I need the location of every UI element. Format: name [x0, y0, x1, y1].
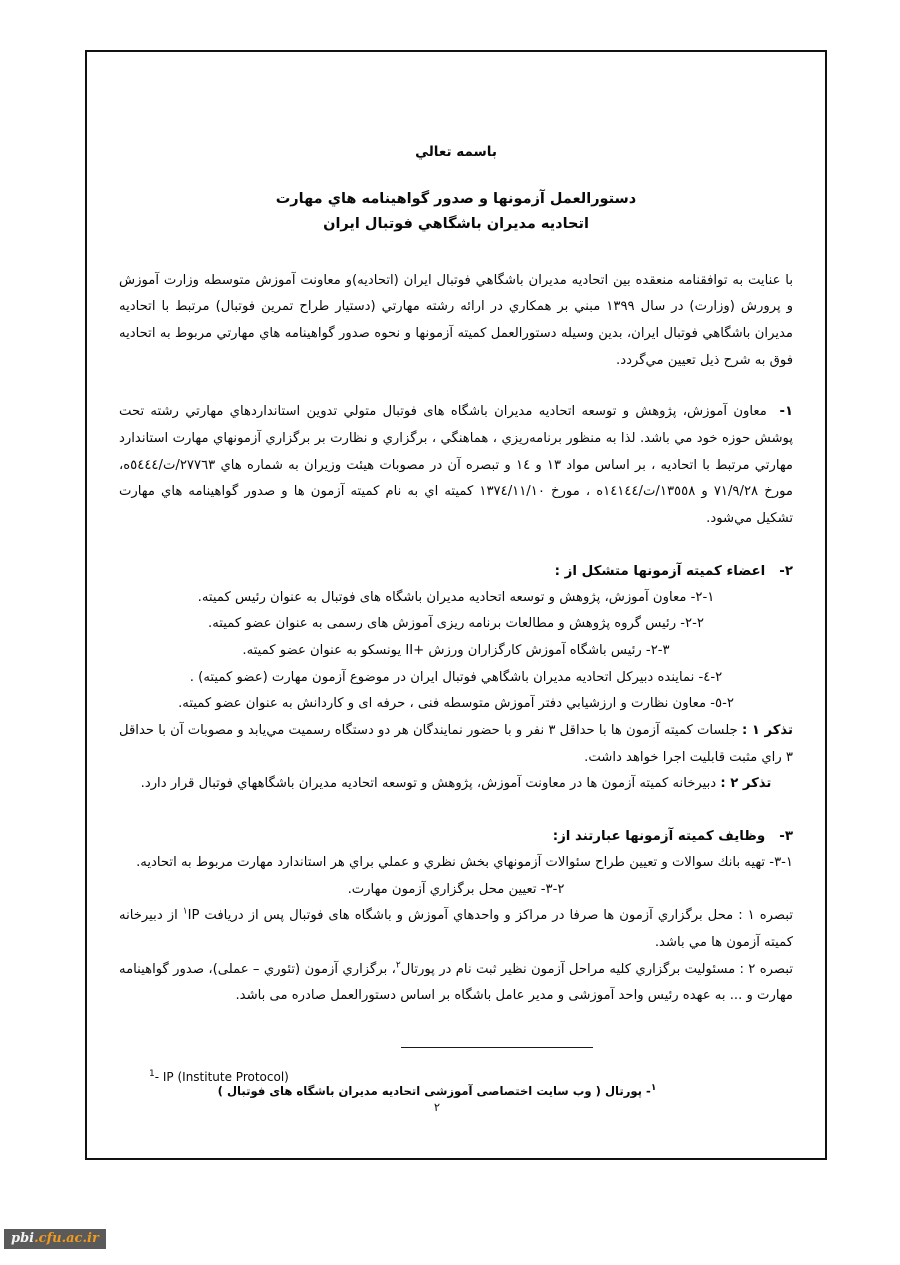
site-watermark	[4, 1229, 106, 1249]
section-2-number: ۲-	[779, 563, 793, 579]
section-1-paragraph	[119, 399, 793, 532]
section-2-heading-text: اعضاء كميته آزمونها متشكل از :	[554, 563, 766, 579]
tabsareh-2-footnote-marker: ۲	[395, 960, 401, 971]
document-title-line-2: اتحاديه مديران باشگاهي فوتبال ايران	[323, 216, 589, 233]
section-2-item: ۲-۳- رئيس باشگاه آموزش كارگزاران ورزش ‎II+‎ يونسكو به عنوان عضو كميته.	[242, 643, 670, 659]
footnote-persian	[119, 1084, 755, 1098]
footnote-persian-marker: ۱	[650, 1083, 657, 1094]
section-3-item-2: ۳-۲- تعيين محل برگزاري آزمون مهارت.	[347, 881, 565, 897]
section-2-note-1-text: جلسات كميته آزمون ها با حداقل ۳ نفر و با حضور نمايندگان هر دو دستگاه رسميت مي‌يابد و مصوبات آن با حداقل ۳ راي مثبت قابليت اجرا خواهد داشت.	[119, 723, 793, 765]
page-number: ۲	[433, 1100, 441, 1114]
document-page	[85, 50, 827, 1160]
tabsareh-1-text-after: از دبيرخانه كميته آزمون ها مي باشد.	[119, 908, 793, 951]
basmalah-heading: باسمه تعالي	[415, 144, 497, 160]
section-1	[119, 399, 793, 532]
footnote-english-marker: 1	[149, 1069, 155, 1079]
watermark-part-2: .cfu.ac.ir	[34, 1231, 99, 1246]
section-3	[119, 823, 793, 1010]
section-2-note-2-text: دبيرخانه كميته آزمون ها در معاونت آموزش، پژوهش و توسعه اتحاديه مديران باشگاههاي فوتبال قرار دارد.	[140, 776, 717, 792]
footnote-separator-rule	[401, 1047, 593, 1048]
section-3-heading	[119, 823, 793, 850]
tabsareh-1-footnote-marker: ۱	[182, 906, 188, 917]
intro-paragraph: با عنايت به توافقنامه منعقده بين اتحاديه مديران باشگاهي فوتبال ايران (اتحاديه)و معاونت آموزش متوسطه وزارت آموزش و پرورش (وزارت) در سال ۱۳۹۹ مبني بر همكاري در ارائه رشته مهارتي (دستيار طراح تمرين فوتبال) مرتبط با اتحاديه مديران باشگاهي فوتبال ايران، بدين وسيله دستورالعمل كميته آزمونها و نحوه صدور گواهينامه هاي مهارتي مربوط به اتحاديه فوق به شرح ذيل تعيين مي‌گردد.	[119, 272, 793, 368]
section-1-number: ۱-	[779, 404, 793, 420]
page-content	[119, 52, 793, 1158]
section-2	[119, 558, 793, 798]
tabsareh-2-text-before: مسئوليت برگزاري كليه مراحل آزمون نظير ثبت نام در پورتال	[400, 961, 736, 977]
section-2-item: ۲-۱- معاون آموزش، پژوهش و توسعه اتحاديه مديران باشگاه های فوتبال به عنوان رئيس كميته.	[197, 589, 715, 605]
footnote-english	[149, 1070, 289, 1084]
section-2-item: ۲-۲- رئيس گروه پژوهش و مطالعات برنامه ریزی آموزش های رسمی به عنوان عضو كميته.	[208, 616, 704, 632]
section-2-item: ۲-٥- معاون نظارت و ارزشيابي دفتر آموزش متوسطه فنی ، حرفه ای و كاردانش به عنوان عضو كميته.	[178, 696, 734, 712]
section-2-note-2-label: تذكر ۲ :	[720, 776, 772, 792]
section-2-item: ۲-٤- نماينده دبيركل اتحاديه مديران باشگاهي فوتبال ايران در موضوع آزمون مهارت (عضو كميته) .	[189, 669, 723, 685]
section-3-heading-text: وظايف كميته آزمونها عبارتند از:	[552, 828, 766, 844]
tabsareh-2-label: تبصره ۲ :	[739, 961, 793, 977]
watermark-part-1: pbi	[11, 1231, 35, 1246]
section-3-item-1: ۳-۱- تهيه بانك سوالات و تعيين طراح سئوالات آزمونهاي بخش نظري و عملي براي هر استاندارد مهارت مربوط به اتحاديه.	[136, 855, 793, 871]
footnote-persian-text: - پورتال ( وب سايت اختصاصی آموزشی اتحاديه مديران باشگاه های فوتبال )	[217, 1084, 651, 1098]
section-3-tabsareh-1	[119, 903, 793, 956]
ip-abbreviation: IP	[187, 908, 200, 924]
section-3-tabsareh-2	[119, 957, 793, 1010]
document-title-line-1: دستورالعمل آزمونها و صدور گواهينامه هاي مهارت	[275, 191, 637, 207]
section-3-number: ۳-	[779, 828, 793, 844]
section-2-note-1-label: تذكر ۱ :	[741, 723, 793, 739]
section-2-note-1	[119, 718, 793, 771]
tabsareh-1-label: تبصره ۱ :	[738, 908, 794, 924]
document-title	[119, 187, 793, 238]
footnote-english-text: - IP (Institute Protocol)	[154, 1070, 289, 1084]
tabsareh-2-text-after: ، برگزاري آزمون (تئوري – عملی)، صدور گواهينامه مهارت و ... به عهده رئيس واحد آموزشی و مدير عامل باشگاه بر اساس دستورالعمل صادره می باشد.	[119, 961, 793, 1004]
section-1-body: معاون آموزش، پژوهش و توسعه اتحاديه مديران باشگاه های فوتبال متولي تدوين استانداردهاي مهارتي رشته تحت پوشش حوزه خود مي باشد. لذا به منظور برنامه‌ريزي ، هماهنگي ، برگزاري و نظارت بر برگزاري آزمونهاي مهارت استاندارد مهارتي مرتبط با اتحاديه ، بر اساس مواد ۱۳ و ۱٤ و تبصره آن در مصوبات هيئت وزيران به شماره هاي ۲۷۷٦۳/ت/٥٤٤٤ه، مورخ ۷۱/۹/۲۸ و ۱۳٥٥۸/ت/۱٤۱٤٤ه ، مورخ ۱۳۷٤/۱۱/۱۰ كميته اي به نام كميته آزمون ها و صدور گواهينامه هاي مهارت تشكيل مي‌شود.	[119, 404, 793, 526]
tabsareh-1-text-before: محل برگزاري آزمون ها صرفا در مراكز و واحدهاي آموزش و باشگاه های فوتبال پس از دريافت	[204, 908, 734, 924]
section-2-note-2	[119, 771, 793, 798]
section-2-heading	[119, 558, 793, 585]
